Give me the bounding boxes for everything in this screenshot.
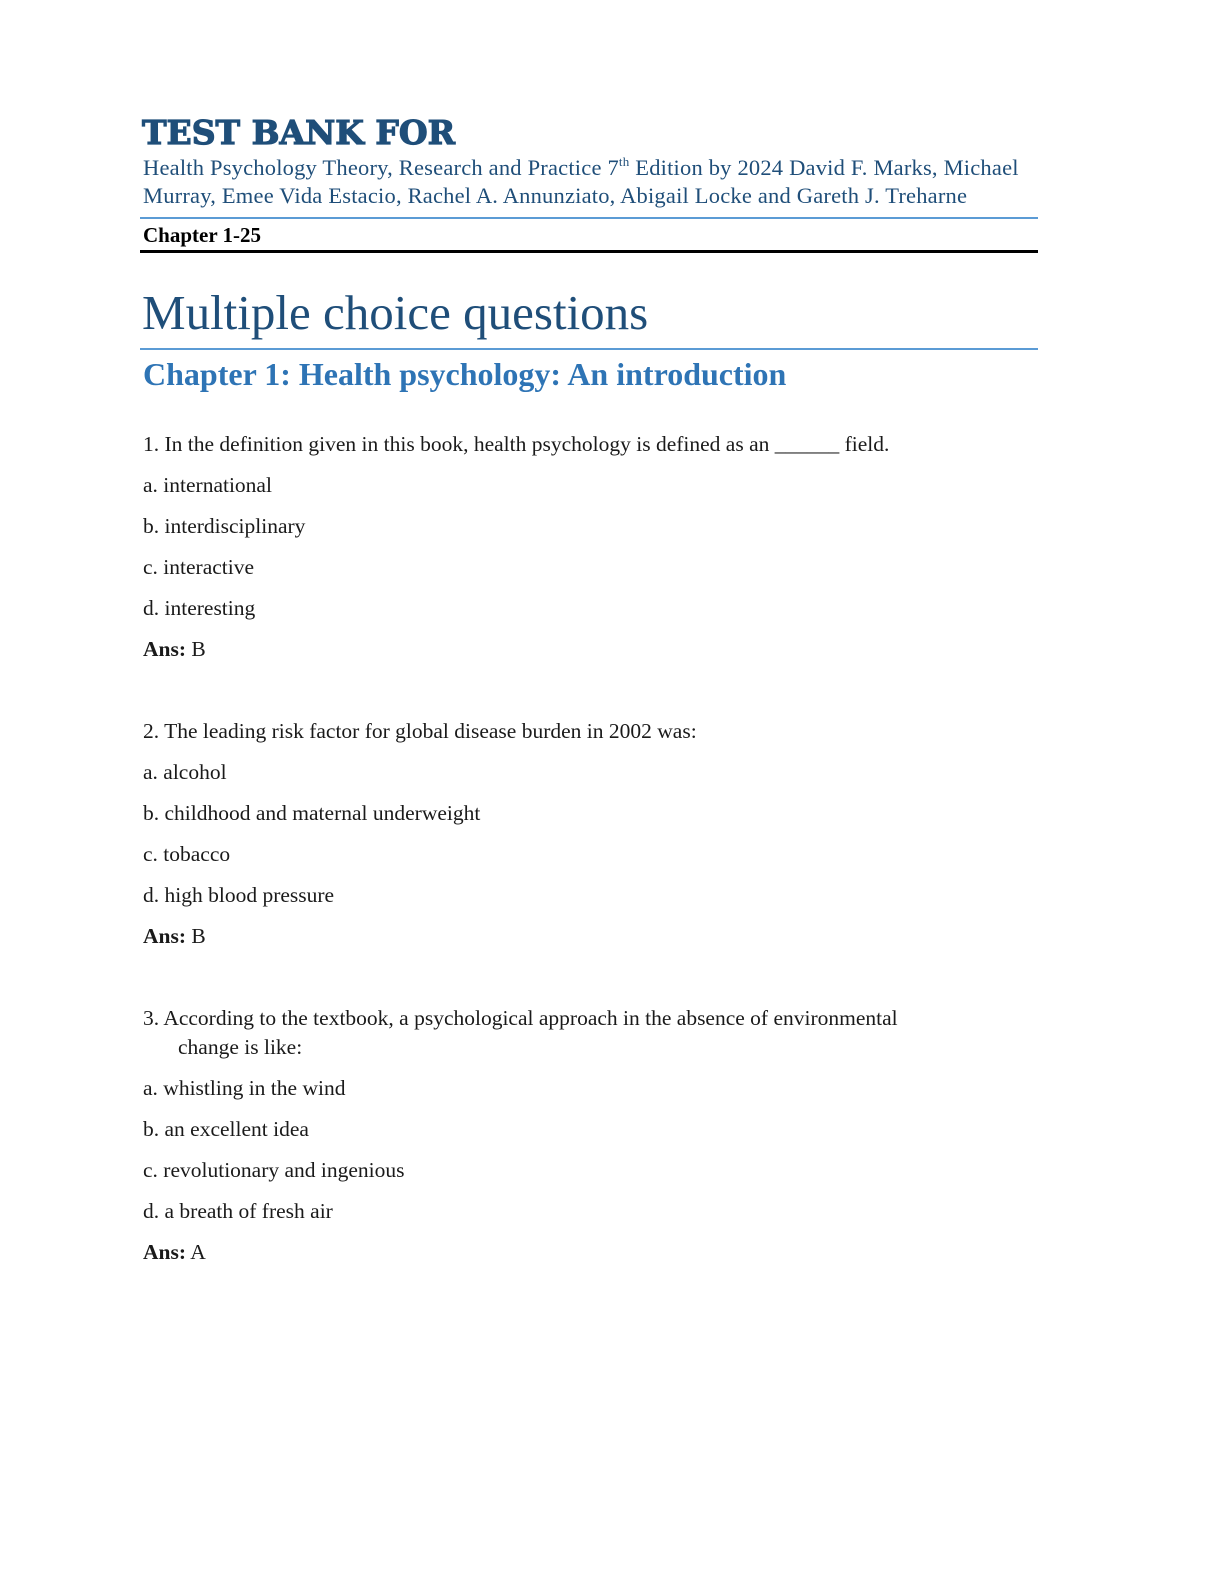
option-a: a. whistling in the wind: [143, 1076, 346, 1100]
option-d: d. interesting: [143, 596, 256, 620]
subtitle-part-1: Health Psychology Theory, Research and Practice 7: [143, 155, 619, 180]
option-c: c. revolutionary and ingenious: [143, 1158, 405, 1182]
divider-blue: [140, 217, 1038, 219]
section-title: Multiple choice questions: [142, 285, 649, 340]
answer-line: [143, 922, 1038, 951]
option-b: b. childhood and maternal underweight: [143, 801, 481, 825]
question-stem: 2. The leading risk factor for global disease burden in 2002 was:: [143, 719, 697, 743]
subtitle-part-2: Edition by 2024 David F. Marks, Michael Murray, Emee Vida Estacio, Rachel A. Annunziato, Abigail Locke and Gareth J. Treharne: [143, 155, 1019, 208]
option-b: b. interdisciplinary: [143, 514, 306, 538]
question-2: [143, 717, 1038, 951]
chapter-range: Chapter 1-25: [143, 223, 262, 247]
option-c: c. tobacco: [143, 842, 231, 866]
subtitle-superscript: th: [618, 154, 630, 169]
chapter-heading: Chapter 1: Health psychology: An introduction: [143, 356, 787, 392]
document-page: [140, 112, 1038, 1267]
answer-line: [143, 1238, 1038, 1267]
question-list: [140, 430, 1038, 1267]
option-a: a. alcohol: [143, 760, 227, 784]
answer-label: Ans:: [143, 924, 187, 948]
book-subtitle: [143, 154, 1038, 210]
question-text: [143, 430, 1038, 459]
question-spacer: [140, 951, 1038, 1004]
option-c: c. interactive: [143, 555, 255, 579]
answer-value: B: [191, 924, 206, 948]
option-b: b. an excellent idea: [143, 1117, 309, 1141]
question-3: [143, 1004, 1038, 1267]
divider-black: [140, 250, 1038, 253]
answer-line: [143, 635, 1038, 664]
answer-value: B: [191, 637, 206, 661]
question-text: [143, 717, 1038, 746]
test-bank-title: TEST BANK FOR: [142, 113, 456, 152]
question-text: [143, 1004, 1038, 1062]
question-stem: 1. In the definition given in this book, health psychology is defined as an ______ field.: [143, 432, 890, 456]
divider-blue-section: [140, 348, 1038, 350]
option-d: d. a breath of fresh air: [143, 1199, 333, 1223]
answer-label: Ans:: [143, 637, 187, 661]
question-stem: 3. According to the textbook, a psychological approach in the absence of environmental: [143, 1006, 898, 1030]
answer-value: A: [190, 1240, 206, 1264]
option-a: a. international: [143, 473, 272, 497]
question-continuation: change is like:: [178, 1035, 303, 1059]
option-d: d. high blood pressure: [143, 883, 335, 907]
answer-label: Ans:: [143, 1240, 187, 1264]
question-1: [143, 430, 1038, 664]
question-spacer: [140, 664, 1038, 717]
